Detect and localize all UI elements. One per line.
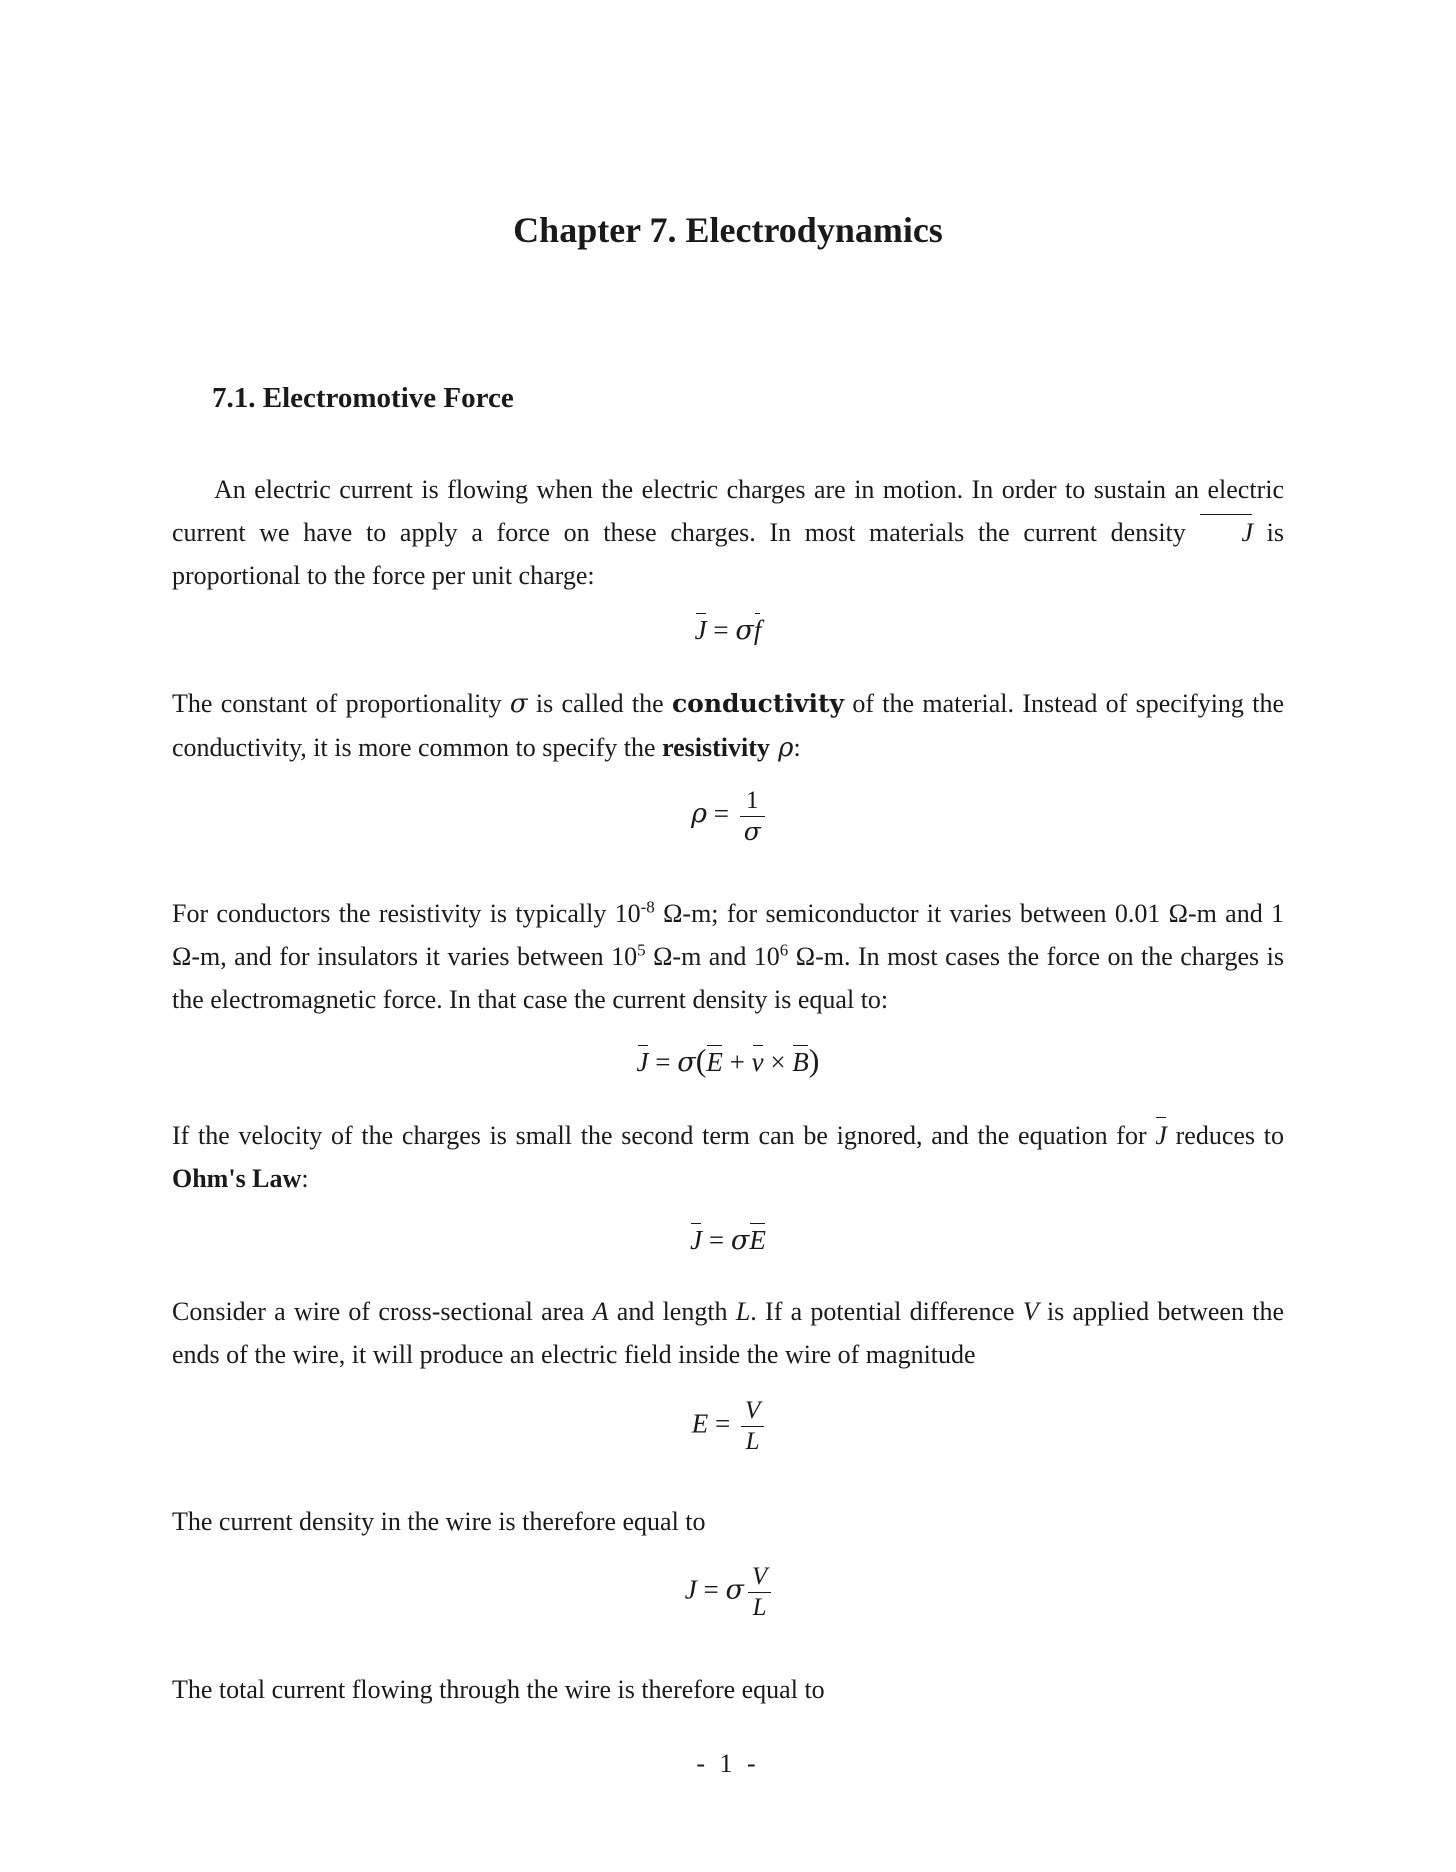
- p3-b: Ω-m; for semiconductor it varies between 0.01 Ω-m and 1 Ω-m, and for insulators it varies between 10: [172, 899, 1284, 971]
- p3-d: Ω-m. In most cases the force on the charges is the electromagnetic force. In that case the current density is equal to:: [172, 942, 1284, 1014]
- p2-rho: ρ: [769, 733, 794, 763]
- eq3-sigma: σ: [677, 1047, 696, 1078]
- eq4-sigma: σ: [730, 1225, 750, 1256]
- equation-field: [0, 1396, 1456, 1457]
- p4-b: reduces to: [1166, 1121, 1284, 1150]
- p2-mid2: of the material. Instead of specifying the conductivity, it is more common to specify the: [172, 689, 1284, 762]
- eq3-plus: +: [722, 1047, 752, 1077]
- eq6-fraction: [748, 1562, 771, 1623]
- paragraph-intro: [172, 468, 1284, 597]
- paragraph-resistivity-values: [172, 892, 1284, 1021]
- term-ohms-law: Ohm's Law: [172, 1164, 302, 1193]
- p2-sigma: σ: [509, 689, 528, 719]
- term-resistivity: resistivity: [662, 733, 770, 762]
- eq5-lhs: E: [691, 1408, 709, 1439]
- eq3-v: v: [752, 1042, 764, 1082]
- eq2-denominator: σ: [740, 816, 765, 847]
- p2-end: :: [793, 733, 801, 762]
- eq1-sigma: σ: [735, 615, 754, 646]
- p5-voltage: V: [1022, 1297, 1039, 1326]
- p2-pre: The constant of proportionality: [172, 689, 510, 718]
- eq4-op: =: [702, 1225, 731, 1255]
- eq2-lhs: ρ: [691, 798, 708, 830]
- equation-resistivity: [0, 786, 1456, 847]
- equation-current-density: [0, 1562, 1456, 1623]
- chapter-title: Chapter 7. Electrodynamics: [513, 210, 943, 250]
- eq3-close: ): [808, 1042, 820, 1078]
- p4-end: :: [301, 1164, 309, 1193]
- page-number: - 1 -: [696, 1749, 760, 1778]
- eq2-fraction: [740, 786, 765, 847]
- eq2-op: =: [707, 798, 736, 829]
- eq6-op: =: [696, 1574, 726, 1605]
- p4-a: If the velocity of the charges is small the second term can be ignored, and the equation for: [172, 1121, 1156, 1150]
- eq4-lhs: J: [690, 1220, 702, 1260]
- eq3-open: (: [695, 1042, 707, 1078]
- p3-b-exp: 5: [637, 940, 646, 960]
- paragraph-total-current: The total current flowing through the wire is therefore equal to: [172, 1675, 825, 1704]
- eq6-numerator: V: [751, 1563, 768, 1590]
- section-title: 7.1. Electromotive Force: [212, 382, 514, 414]
- eq5-fraction: [741, 1396, 764, 1457]
- p5-a: Consider a wire of cross-sectional area: [172, 1297, 593, 1326]
- p5-d: is applied between the ends of the wire, it will produce an electric field inside the wire of magnitude: [172, 1297, 1284, 1369]
- p3-c-exp: 6: [779, 940, 789, 960]
- paragraph-intro-tail: is proportional to the force per unit charge:: [172, 518, 1285, 590]
- current-density-symbol: J: [1199, 511, 1253, 554]
- eq3-lhs: J: [637, 1042, 649, 1082]
- eq3-e: E: [706, 1042, 723, 1082]
- p5-b: and length: [608, 1297, 736, 1326]
- eq3-times: ×: [763, 1047, 793, 1077]
- p4-symbol: J: [1155, 1114, 1167, 1157]
- p3-a: For conductors the resistivity is typically 10: [172, 899, 641, 928]
- eq6-sigma: σ: [725, 1574, 744, 1606]
- p2-mid: is called the: [527, 689, 672, 718]
- eq2-numerator: 1: [746, 787, 759, 814]
- eq5-denominator: L: [741, 1426, 764, 1457]
- eq5-numerator: V: [744, 1397, 761, 1424]
- paragraph-conductivity: [172, 682, 1284, 770]
- paragraph-current-density: The current density in the wire is therefore equal to: [172, 1507, 706, 1536]
- paragraph-wire: [172, 1290, 1284, 1376]
- p5-length: L: [735, 1297, 751, 1326]
- eq6-denominator: L: [748, 1592, 771, 1623]
- equation-ohms-law: [0, 1220, 1456, 1261]
- paragraph-ohms-law: [172, 1114, 1284, 1200]
- p5-area: A: [592, 1297, 609, 1326]
- equation-current-force: [0, 610, 1456, 651]
- equation-lorentz-current: [0, 1040, 1456, 1083]
- eq1-rhs: f: [754, 610, 762, 650]
- term-conductivity: conductivity: [671, 689, 845, 718]
- p3-c: Ω-m and 10: [645, 942, 780, 971]
- eq4-rhs: E: [749, 1220, 766, 1260]
- paragraph-intro-text: An electric current is flowing when the electric charges are in motion. In order to sustain an electric current we have to apply a force on these charges. In most materials the current density: [172, 475, 1284, 547]
- eq3-op: =: [648, 1047, 678, 1077]
- p5-c: . If a potential difference: [750, 1297, 1023, 1326]
- p3-a-exp: -8: [640, 897, 655, 917]
- eq1-op: =: [706, 615, 736, 645]
- eq6-lhs: J: [684, 1574, 697, 1605]
- eq1-lhs: J: [695, 610, 707, 650]
- eq3-b: B: [792, 1042, 809, 1082]
- eq5-op: =: [708, 1408, 737, 1439]
